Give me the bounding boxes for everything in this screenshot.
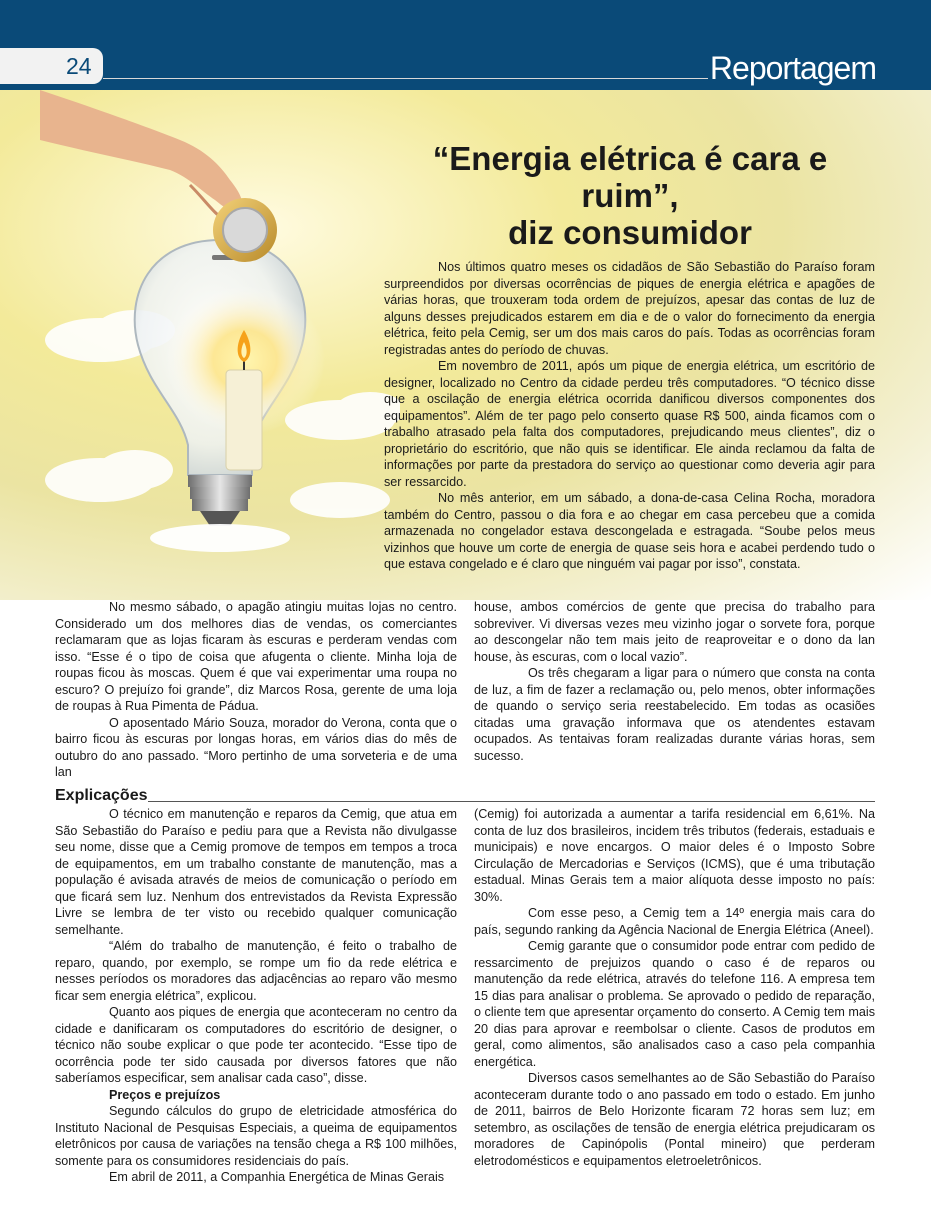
header-rule xyxy=(103,78,708,79)
section-heading-explicacoes: Explicações xyxy=(55,787,148,804)
explicacoes-column-left xyxy=(55,806,457,1186)
hand-coin-lightbulb-candle-icon xyxy=(40,90,400,570)
paragraph: O técnico em manutenção e reparos da Cemig, que atua em São Sebastião do Paraíso e pediu para que a Revista não divulgasse seu nome, disse que a Cemig promove de tempos em tempos a troca de equipamentos, em um trabalho constante de manutenção, mas a população é avisada através de meios de comunicação o período em que ficará sem luz. Nenhum dos entrevistados da Revista Expressão Livre se lembra de ter visto ou recebido qualquer comunicação semelhante. xyxy=(55,807,457,937)
paragraph: Quanto aos piques de energia que aconteceram no centro da cidade e danificaram os computadores do escritório de designer, o técnico não soube explicar o que pode ter acontecido. “Esse tipo de ocorrência pode ter sido causada por diversos fatores que não saberíamos especificar, sem analisar cada caso”, disse. xyxy=(55,1005,457,1085)
section-rule xyxy=(148,801,875,802)
subheading: Preços e prejuízos xyxy=(109,1087,221,1102)
paragraph: Diversos casos semelhantes ao de São Sebastião do Paraíso aconteceram durante todo o ano passado em todo o estado. Em junho de 2011, bairros de Belo Horizonte ficaram 72 horas sem luz; em setembro, as oscilações de tensão de energia elétrica prejudicaram os moradores de Capinópolis (Pontal mineiro) que perderam eletrodomésticos e equipamentos eletroeletrônicos. xyxy=(474,1071,875,1168)
section-title: Reportagem xyxy=(709,50,876,86)
paragraph: No mesmo sábado, o apagão atingiu muitas lojas no centro. Considerado um dos melhores dias de vendas, os comerciantes reclamaram que as lojas ficaram às escuras e perderam vendas com isso. “Esse é o tipo de coisa que afugenta o cliente. Minha loja de roupas ficou às moscas. Quem é que vai experimentar uma roupa no escuro? O prejuízo foi grande”, diz Marcos Rosa, gerente de uma loja de roupas à Rua Pimenta de Pádua. xyxy=(55,600,457,713)
paragraph: O aposentado Mário Souza, morador do Verona, conta que o bairro ficou às escuras por longas horas, em vários dias do mês de outubro do ano passado. “Moro pertinho de uma sorveteria e de uma lan xyxy=(55,715,457,779)
paragraph: Nos últimos quatro meses os cidadãos de São Sebastião do Paraíso foram surpreendidos por diversas ocorrências de piques de energia elétrica e apagões de várias horas, que trouxeram toda ordem de prejuízos, apesar das contas de luz de alguns desses prejudicados estarem em dia e de o valor do fornecimento da energia elétrica, feito pela Cemig, ser um dos mais caros do país. Todas as ocorrências foram registradas antes do período de chuvas. xyxy=(384,260,875,357)
paragraph: “Além do trabalho de manutenção, é feito o trabalho de reparo, quando, por exemplo, se rompe um fio da rede elétrica e nesses períodos os moradores das adjacências ao reparo vão mesmo ficar sem energia elétrica”, explicou. xyxy=(55,939,457,1003)
explicacoes-column-right xyxy=(474,806,875,1169)
headline xyxy=(384,140,876,251)
paragraph: Segundo cálculos do grupo de eletricidade atmosférica do Instituto Nacional de Pesquisas Especiais, a queima de equipamentos eletrônicos por causa de variações na tensão chega a R$ 100 milhões, somente para os consumidores residenciais do país. xyxy=(55,1104,457,1168)
paragraph: Cemig garante que o consumidor pode entrar com pedido de ressarcimento de prejuizos quando o caso é de reparos ou manutenção da rede elétrica, através do telefone 116. A empresa tem 15 dias para analisar o problema. Se aprovado o pedido de reparação, o cliente tem que apresentar orçamento do conserto. A Cemig tem mais 20 dias para aprovar e reembolsar o cliente. Casos de produtos em geral, como alimentos, são analisados caso a caso pela companhia energética. xyxy=(474,939,875,1069)
page-number: 24 xyxy=(66,53,92,79)
paragraph: Com esse peso, a Cemig tem a 14º energia mais cara do país, segundo ranking da Agência Nacional de Energia Elétrica (Aneel). xyxy=(474,906,875,937)
paragraph: house, ambos comércios de gente que precisa do trabalho para sobreviver. Vi diversas vezes meu vizinho jogar o sorvete fora, porque ao descongelar não tem mais jeito de reaproveitar e o dono da lan house, às escuras, com o local vazio”. xyxy=(474,600,875,664)
paragraph: Os três chegaram a ligar para o número que consta na conta de luz, a fim de fazer a reclamação ou, pelo menos, obter informações de quando o serviço seria reestabelecido. Em todas as ocasiões citadas uma gravação informava que os atendentes estavam ocupados. As tentaivas foram realizadas durante várias horas, sem sucesso. xyxy=(474,666,875,763)
paragraph: Em abril de 2011, a Companhia Energética de Minas Gerais xyxy=(109,1170,445,1184)
paragraph: Em novembro de 2011, após um pique de energia elétrica, um escritório de designer, localizado no Centro da cidade perdeu três computadores. “O técnico disse que a oscilação de energia elétrica ocorrida danificou diversos componentes dos equipamentos”. Além de ter pago pelo conserto quase R$ 500, ainda ficamos com o trabalho atrasado pela falta dos computadores, prejudicando meus clientes”, diz o proprietário do escritório, que não quis se identificar. Ele ainda reclamou da falta de informações por parte da prestadora do serviço ao questionar como deveria agir para ser ressarcido. xyxy=(384,359,875,489)
body-column-left xyxy=(55,599,457,781)
headline-line-1: “Energia elétrica é cara e ruim”, xyxy=(432,140,828,214)
headline-line-2: diz consumidor xyxy=(508,214,752,251)
body-column-right xyxy=(474,599,875,764)
lead-text xyxy=(384,259,875,573)
paragraph: No mês anterior, em um sábado, a dona-de-casa Celina Rocha, moradora também do Centro, passou o dia fora e ao chegar em casa percebeu que a comida armazenada no congelador estava descongelada e estragada. “Soube pelos meus vizinhos que houve um corte de energia de quase seis hora e acabei perdendo tudo o que estava congelado e é claro que ninguém vai pagar por isso”, constata. xyxy=(384,491,875,571)
paragraph: (Cemig) foi autorizada a aumentar a tarifa residencial em 6,61%. Na conta de luz dos brasileiros, incidem três tributos (federais, estaduais e municipais) e nove encargos. O maior deles é o Imposto Sobre Circulação de Mercadorias e Serviços (ICMS), que é uma tributação estadual. Minas Gerais tem a maior alíquota desse imposto no país: 30%. xyxy=(474,807,875,904)
